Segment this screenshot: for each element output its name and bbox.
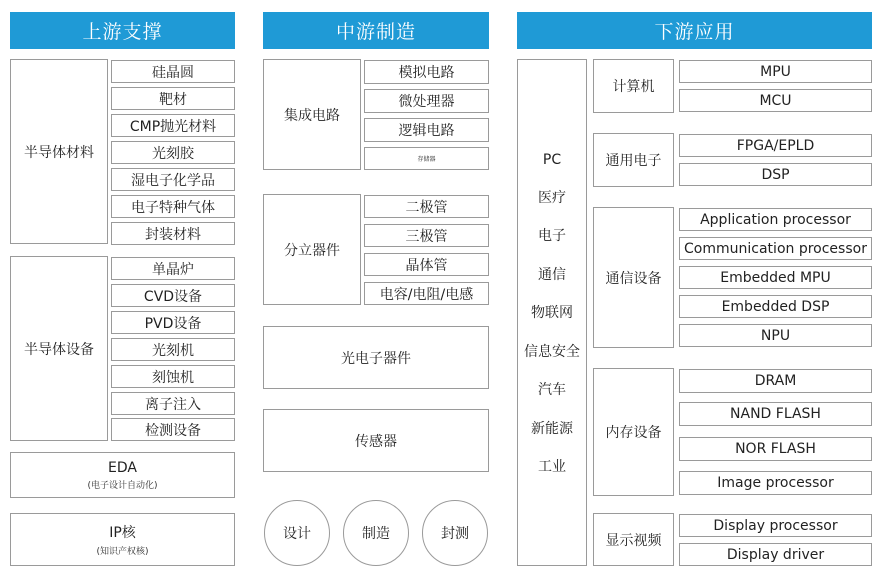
equipment-label: 半导体设备 bbox=[24, 341, 94, 358]
design-circle: 设计 bbox=[264, 500, 330, 566]
manufacture-circle: 制造 bbox=[343, 500, 409, 566]
equipment-item: 检测设备 bbox=[111, 418, 235, 441]
general-electronics-item: FPGA/EPLD bbox=[679, 134, 872, 157]
display-item: Display driver bbox=[679, 543, 872, 566]
material-item: 封装材料 bbox=[111, 222, 235, 245]
equipment-item: 离子注入 bbox=[111, 392, 235, 415]
memory-item: Image processor bbox=[679, 471, 872, 495]
application-item: 工业 bbox=[538, 459, 566, 475]
discrete-label: 分立器件 bbox=[284, 242, 340, 259]
ip-label: IP核 bbox=[109, 525, 136, 541]
communication-item: Application processor bbox=[679, 208, 872, 231]
equipment-item: 光刻机 bbox=[111, 338, 235, 361]
computer-item: MCU bbox=[679, 89, 872, 112]
application-item: PC bbox=[542, 152, 562, 168]
ip-box bbox=[10, 513, 235, 566]
material-item: 电子特种气体 bbox=[111, 195, 235, 218]
computer-group-label: 计算机 bbox=[593, 59, 674, 113]
material-item: 靶材 bbox=[111, 87, 235, 110]
material-item: 湿电子化学品 bbox=[111, 168, 235, 191]
application-item: 汽车 bbox=[538, 382, 566, 398]
equipment-item: 单晶炉 bbox=[111, 257, 235, 280]
discrete-item: 二极管 bbox=[364, 195, 489, 218]
optoelectronic-box: 光电子器件 bbox=[263, 326, 489, 389]
discrete-item: 电容/电阻/电感 bbox=[364, 282, 489, 305]
ic-item: 模拟电路 bbox=[364, 60, 489, 84]
communication-group-label: 通信设备 bbox=[593, 207, 674, 348]
eda-label: EDA bbox=[108, 459, 137, 476]
eda-sublabel: (电子设计自动化) bbox=[87, 480, 158, 491]
material-item: 光刻胶 bbox=[111, 141, 235, 164]
ic-item: 逻辑电路 bbox=[364, 118, 489, 142]
packaging-test-circle: 封测 bbox=[422, 500, 488, 566]
ic-label: 集成电路 bbox=[284, 107, 340, 124]
ic-item: 微处理器 bbox=[364, 89, 489, 113]
memory-item: DRAM bbox=[679, 369, 872, 393]
ic-item: 存储器 bbox=[364, 147, 489, 170]
equipment-item: 刻蚀机 bbox=[111, 365, 235, 388]
upstream-header: 上游支撑 bbox=[10, 12, 235, 49]
application-item: 物联网 bbox=[531, 305, 573, 321]
communication-item: Embedded DSP bbox=[679, 295, 872, 318]
application-item: 通信 bbox=[538, 266, 566, 283]
memory-item: NOR FLASH bbox=[679, 437, 872, 461]
equipment-item: PVD设备 bbox=[111, 311, 235, 334]
ip-sublabel: (知识产权核) bbox=[96, 547, 149, 557]
communication-item: Communication processor bbox=[679, 237, 872, 260]
display-group-label: 显示视频 bbox=[593, 513, 674, 566]
computer-item: MPU bbox=[679, 60, 872, 83]
communication-item: Embedded MPU bbox=[679, 266, 872, 289]
memory-group-label: 内存设备 bbox=[593, 368, 674, 496]
discrete-item: 晶体管 bbox=[364, 253, 489, 276]
discrete-item: 三极管 bbox=[364, 224, 489, 247]
downstream-header: 下游应用 bbox=[517, 12, 872, 49]
application-item: 电子 bbox=[538, 228, 566, 244]
sensor-box: 传感器 bbox=[263, 409, 489, 472]
material-item: CMP抛光材料 bbox=[111, 114, 235, 137]
display-item: Display processor bbox=[679, 514, 872, 537]
applications-list bbox=[517, 152, 587, 476]
material-item: 硅晶圆 bbox=[111, 60, 235, 83]
general-electronics-group-label: 通用电子 bbox=[593, 133, 674, 187]
communication-item: NPU bbox=[679, 324, 872, 347]
equipment-item: CVD设备 bbox=[111, 284, 235, 307]
midstream-header: 中游制造 bbox=[263, 12, 489, 49]
general-electronics-item: DSP bbox=[679, 163, 872, 186]
eda-box bbox=[10, 452, 235, 498]
memory-item: NAND FLASH bbox=[679, 402, 872, 426]
application-item: 信息安全 bbox=[524, 343, 580, 360]
application-item: 新能源 bbox=[531, 420, 573, 437]
application-item: 医疗 bbox=[538, 189, 566, 206]
materials-label: 半导体材料 bbox=[24, 144, 94, 161]
